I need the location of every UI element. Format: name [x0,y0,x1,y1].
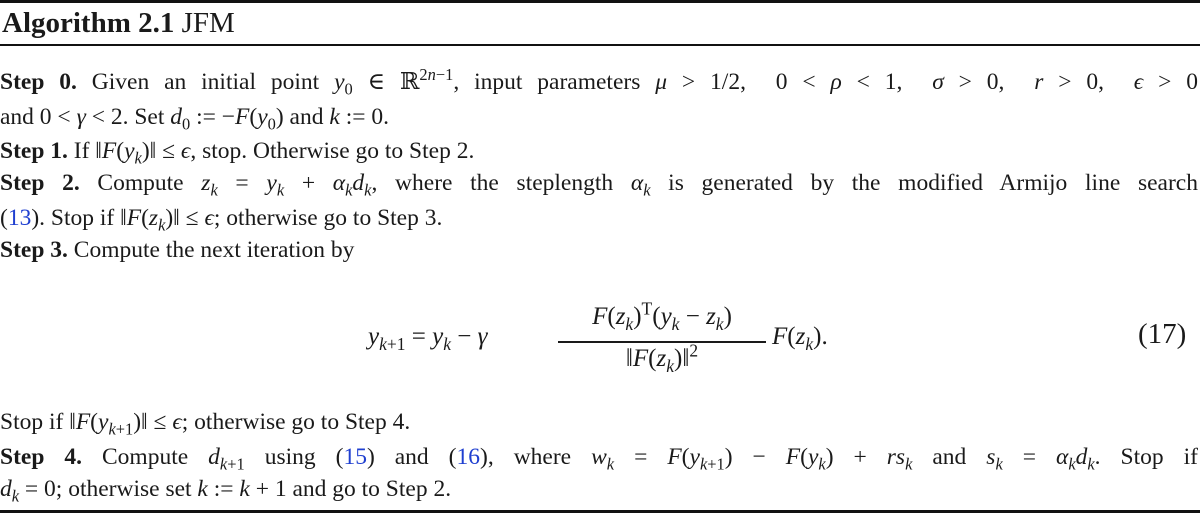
step0-label: Step 0. [0,69,77,95]
step0-line2: and 0 < γ < 2. Set $d_0$ := $-F(y_0)$ and k := 0. [0,104,389,134]
ref-13-link[interactable]: 13 [7,205,32,231]
step4-line1: Step 4. Compute $d_{k+1}$ using (15) and (16), where $w_k = F(y_{k+1}) - F(y_k) + rs_k$ and $s_k = \alpha_kd_k$. Stop if [0,444,1198,474]
step1-line: Step 1. If $‖F(y_k)‖ \le \epsilon$, stop. Otherwise go to Step 2. [0,138,475,168]
step2-label: Step 2. [0,170,80,196]
step3-line [0,236,354,264]
algorithm-label: Algorithm 2.1 [2,7,175,39]
equation-number: (17) [1138,318,1187,350]
step2-line2: (13). Stop if $‖F(z_k)‖ \le \epsilon$; otherwise go to Step 3. [0,205,443,235]
ref-15-link[interactable]: 15 [343,444,367,470]
step4-line2: $d_k = 0$; otherwise set k := k + 1 and go to Step 2. [0,476,452,506]
step3-text: Compute the next iteration by [73,237,355,263]
top-rule [0,0,1200,3]
step0-line1: Step 0. Given an initial point $y_0$ ∈ ℝ$^{2n-1}$, input parameters μ > 1/2, 0 < ρ < 1, σ > 0, r > 0, ϵ > 0 [0,65,1198,99]
ref-16-link[interactable]: 16 [456,444,480,470]
step2-line1: Step 2. Compute $z_k = y_k + \alpha_kd_k$, where the steplength $\alpha_k$ is generated by the modified Armijo line search [0,170,1198,200]
step4-label: Step 4. [0,444,83,470]
step3-label: Step 3. [0,237,68,263]
bottom-rule [0,510,1200,513]
title-rule [0,44,1200,46]
algorithm-name: JFM [181,7,235,39]
algorithm-title [2,4,235,42]
step1-label: Step 1. [0,138,68,164]
step3-after: Stop if $‖F(y_{k+1})‖ \le \epsilon$; otherwise go to Step 4. [0,409,411,439]
